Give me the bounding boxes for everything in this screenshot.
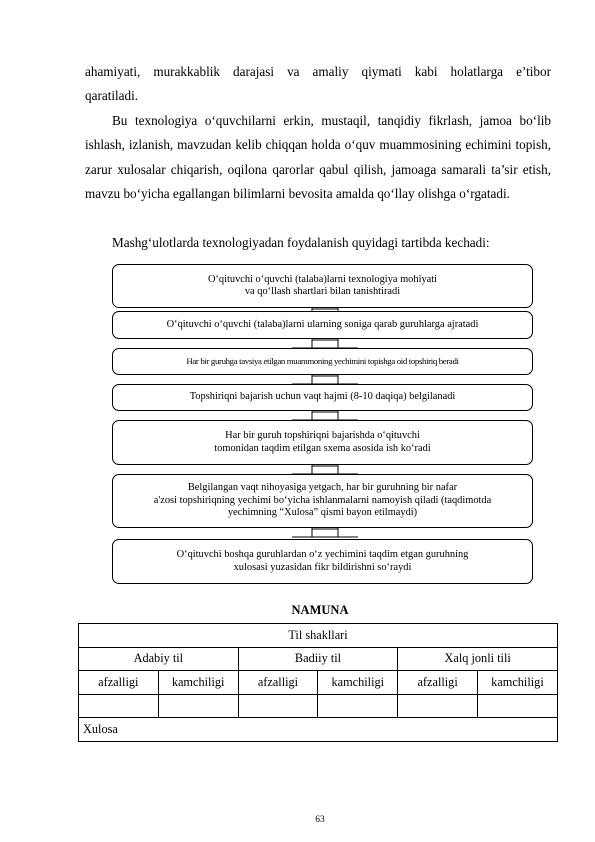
flow-step-text: Topshiriqni bajarish uchun vaqt hajmi (8-10 daqiqa) belgilanadi	[189, 391, 456, 403]
flow-step-text: tomonidan taqdim etilgan sxema asosida ish ko‘radi	[214, 442, 431, 454]
flow-step-text: a'zosi topshiriqning yechimi bo‘yicha ishlanmalarni namoyish qiladi (taqdimotda	[153, 494, 492, 506]
sample-heading: NAMUNA	[291, 603, 349, 617]
table-sub-header: afzalligi	[79, 671, 159, 695]
table-cell	[398, 694, 478, 718]
table-cell	[238, 694, 318, 718]
table-cell	[79, 694, 159, 718]
flow-step-1	[112, 264, 533, 308]
flow-step-text: Har bir guruh topshiriqni bajarishda o‘qituvchi	[225, 430, 420, 442]
table-cell	[477, 694, 557, 718]
flow-step-text: Belgilangan vaqt nihoyasiga yetgach, har bir guruhning bir nafar	[187, 482, 458, 494]
table-cell	[318, 694, 398, 718]
flow-step-4	[112, 384, 533, 411]
flow-step-6	[112, 474, 533, 528]
table-cell	[158, 694, 238, 718]
paragraph-procedure-intro: Mashg‘ulotlarda texnologiyadan foydalanish quyidagi tartibda kechadi:	[112, 235, 490, 250]
page-number: 63	[315, 815, 325, 825]
flow-arrow-icon	[292, 528, 358, 538]
paragraph-line: qaratiladi.	[85, 88, 139, 104]
table-footer-cell: Xulosa	[79, 718, 558, 742]
flow-step-text: O‘qituvchi o‘quvchi (talaba)larni texnologiya mohiyati	[207, 273, 438, 285]
flow-step-text: O‘qituvchi o‘quvchi (talaba)larni ularning soniga qarab guruhlarga ajratadi	[166, 318, 479, 330]
table-row	[79, 647, 558, 671]
table-group-header: Badiiy til	[238, 647, 398, 671]
table-row	[79, 718, 558, 742]
paragraph-technology-description: Bu texnologiya o‘quvchilarni erkin, mustaqil, tanqidiy fikrlash, jamoa bo‘lib ishlash, izlanish, mavzudan kelib chiqqan holda o‘quv muammosining echimini topish, zarur xulosalar chiqarish, oqilona qarorlar qabul qilish, jamoaga samarali ta’sir etish, mavzu bo‘yicha egallangan bilimlarni bevosita amalda qo‘llay olishga o‘rgatadi.	[85, 113, 551, 202]
flow-step-text: yechimning “Xulosa” qismi bayon etilmaydi)	[227, 507, 418, 519]
table-row	[79, 624, 558, 648]
table-sub-header: kamchiligi	[158, 671, 238, 695]
language-forms-table	[78, 623, 558, 742]
table-group-header: Adabiy til	[79, 647, 239, 671]
flow-step-3	[112, 348, 533, 375]
table-row	[79, 671, 558, 695]
table-sub-header: kamchiligi	[318, 671, 398, 695]
flow-step-text: xulosasi yuzasidan fikr bildirishni so‘raydi	[233, 561, 412, 573]
table-sub-header: kamchiligi	[477, 671, 557, 695]
table-group-header: Xalq jonli tili	[398, 647, 558, 671]
flow-step-5	[112, 420, 533, 465]
flow-step-2	[112, 311, 533, 339]
flow-step-text: Har bir guruhga tavsiya etilgan muammoning yechimini topishga oid topshiriq beradi	[186, 356, 459, 367]
table-sub-header: afzalligi	[398, 671, 478, 695]
table-sub-header: afzalligi	[238, 671, 318, 695]
table-title-cell: Til shakllari	[79, 624, 558, 648]
flow-step-text: O‘qituvchi boshqa guruhlardan o‘z yechimini taqdim etgan guruhning	[176, 549, 469, 561]
paragraph-continuation	[85, 60, 551, 109]
flow-step-7	[112, 539, 533, 584]
flow-step-text: va qo‘llash shartlari bilan tanishtiradi	[244, 286, 401, 297]
paragraph-line: ahamiyati, murakkablik darajasi va amaliy qiymati kabi holatlarga e’tibor	[85, 64, 551, 79]
table-row	[79, 694, 558, 718]
